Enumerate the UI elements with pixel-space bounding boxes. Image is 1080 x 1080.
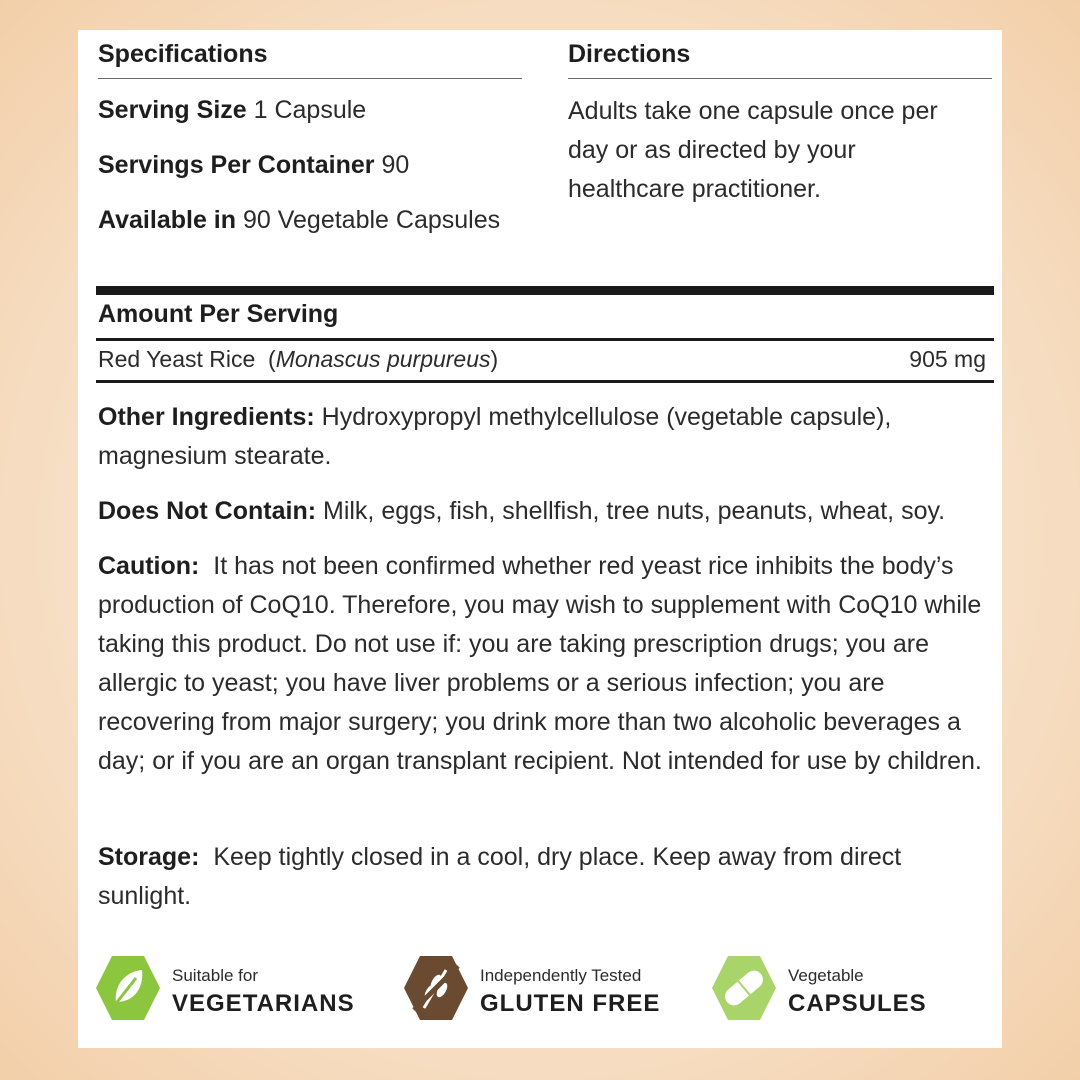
wheat-icon bbox=[400, 952, 472, 1024]
other-ingredients-label: Other Ingredients: bbox=[98, 403, 315, 431]
directions-text: Adults take one capsule once per day or as directed by your healthcare practitioner. bbox=[568, 97, 938, 203]
amount-top-rule bbox=[96, 286, 994, 295]
ingredient-name-group: Red Yeast Rice (Monascus purpureus) bbox=[98, 346, 499, 372]
badge-capsules-sub: Vegetable bbox=[788, 966, 864, 985]
servings-per-container-label: Servings Per Container bbox=[98, 151, 375, 179]
other-ingredients-paragraph bbox=[98, 398, 998, 476]
amount-per-serving-heading: Amount Per Serving bbox=[98, 300, 339, 328]
servings-per-container-value: 90 bbox=[381, 151, 410, 179]
storage-label: Storage: bbox=[98, 843, 200, 871]
amount-bottom-rule bbox=[96, 380, 994, 383]
serving-size-label: Serving Size bbox=[98, 96, 247, 124]
leaf-icon bbox=[92, 952, 164, 1024]
ingredient-name: Red Yeast Rice bbox=[98, 346, 256, 372]
badge-vegetarians-main: VEGETARIANS bbox=[172, 990, 355, 1017]
badge-gluten-free bbox=[400, 952, 700, 1028]
directions-rule bbox=[568, 78, 992, 79]
ingredient-row bbox=[98, 346, 986, 373]
badge-capsules-main: CAPSULES bbox=[788, 990, 927, 1017]
directions-heading: Directions bbox=[568, 40, 691, 68]
badge-gluten-free-sub: Independently Tested bbox=[480, 966, 642, 985]
ingredient-amount: 905 mg bbox=[909, 346, 986, 372]
amount-mid-rule bbox=[96, 338, 994, 341]
does-not-contain-text: Milk, eggs, fish, shellfish, tree nuts, peanuts, wheat, soy. bbox=[323, 497, 946, 525]
serving-size-line bbox=[98, 96, 366, 125]
available-in-label: Available in bbox=[98, 206, 237, 234]
supplement-label-panel bbox=[78, 30, 1002, 1048]
badge-gluten-free-main: GLUTEN FREE bbox=[480, 990, 661, 1017]
servings-per-container-line bbox=[98, 151, 409, 180]
specifications-heading: Specifications bbox=[98, 40, 268, 68]
caution-paragraph bbox=[98, 547, 998, 781]
specifications-rule bbox=[98, 78, 522, 79]
other-ingredients-text: Hydroxypropyl methylcellulose (vegetable capsule), magnesium stearate. bbox=[98, 403, 892, 470]
storage-text: Keep tightly closed in a cool, dry place. Keep away from direct sunlight. bbox=[98, 843, 902, 910]
caution-text: It has not been confirmed whether red yeast rice inhibits the body’s production of CoQ10. Therefore, you may wish to supplement with CoQ10 while taking this product. Do not use if: you are taking prescription drugs; you are allergic to yeast; you have liver problems or a serious infection; you are recovering from major surgery; you drink more than two alcoholic beverages a day; or if you are an organ transplant recipient. Not intended for use by children. bbox=[98, 552, 982, 775]
does-not-contain-paragraph bbox=[98, 492, 998, 531]
available-in-line bbox=[98, 206, 500, 235]
ingredient-latin-name: Monascus purpureus bbox=[275, 346, 491, 372]
does-not-contain-label: Does Not Contain: bbox=[98, 497, 317, 525]
badge-capsules bbox=[708, 952, 988, 1028]
badge-vegetarians bbox=[92, 952, 382, 1028]
capsule-icon bbox=[708, 952, 780, 1024]
available-in-value: 90 Vegetable Capsules bbox=[242, 206, 501, 234]
serving-size-value: 1 Capsule bbox=[253, 96, 367, 124]
caution-label: Caution: bbox=[98, 552, 200, 580]
storage-paragraph bbox=[98, 838, 998, 916]
badge-vegetarians-sub: Suitable for bbox=[172, 966, 258, 985]
